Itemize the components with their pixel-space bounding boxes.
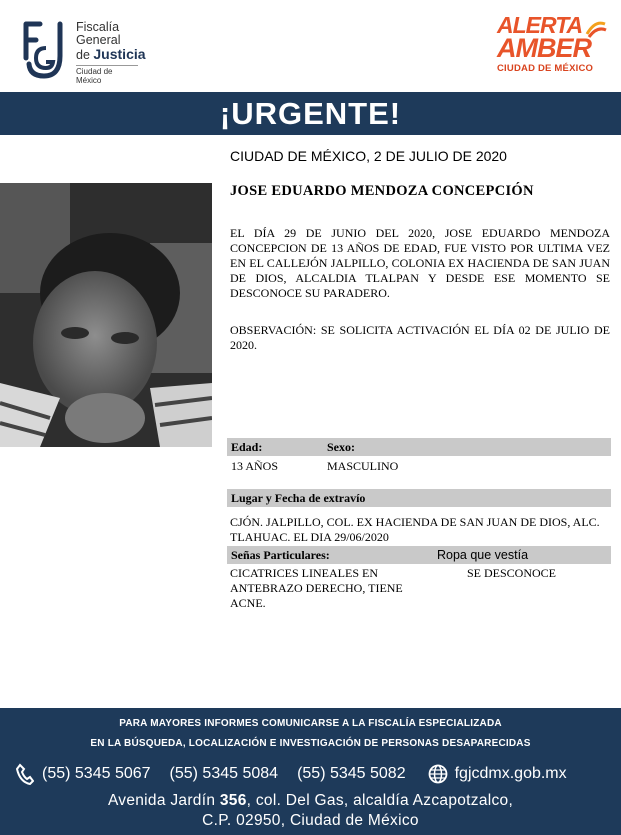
sex-value: MASCULINO <box>327 459 399 473</box>
urgent-banner-text: ¡URGENTE! <box>219 95 402 131</box>
website-link[interactable]: fgjcdmx.gob.mx <box>454 765 567 782</box>
fgj-line-4: Ciudad de México <box>76 65 138 85</box>
footer <box>0 708 621 835</box>
fgj-line-2: General <box>76 33 121 48</box>
amber-line-2: AMBER <box>497 33 591 63</box>
alerta-amber-logo <box>497 14 609 86</box>
clothes-label: Ropa que vestía <box>437 548 529 562</box>
place-header <box>227 489 611 507</box>
urgent-banner <box>0 92 621 135</box>
age-sex-header <box>227 438 611 456</box>
sex-label: Sexo: <box>327 440 355 454</box>
clothes-value: SE DESCONOCE <box>467 566 557 580</box>
phone-number-1[interactable]: (55) 5345 5067 <box>42 765 151 782</box>
fgj-line-1: Fiscalía <box>76 20 120 34</box>
fgj-logo-text <box>76 21 146 85</box>
phone-number-3[interactable]: (55) 5345 5082 <box>297 765 406 782</box>
address-line-1: Avenida Jardín 356, col. Del Gas, alcaldía Azcapotzalco, <box>107 792 514 809</box>
footer-info-line-1: PARA MAYORES INFORMES COMUNICARSE A LA FISCALÍA ESPECIALIZADA <box>119 718 502 729</box>
description-paragraph: EL DÍA 29 DE JUNIO DEL 2020, JOSE EDUARDO MENDOZA CONCEPCION DE 13 AÑOS DE EDAD, FUE VISTO POR ULTIMA VEZ EN EL CALLEJÓN JALPILLO, COLONIA EX HACIENDA DE SAN JUAN DE DIOS, ALCALDIA TLALPAN Y DESDE ESE MOMENTO SE DESCONOCE SU PARADERO. <box>230 226 610 300</box>
observation-paragraph: OBSERVACIÓN: SE SOLICITA ACTIVACIÓN EL DÍA 02 DE JULIO DE 2020. <box>230 323 610 352</box>
place-label: Lugar y Fecha de extravío <box>231 491 366 505</box>
age-label: Edad: <box>231 440 263 454</box>
fgj-logo-icon <box>20 18 70 82</box>
age-value: 13 AÑOS <box>231 459 279 473</box>
amber-line-1: ALERTA <box>497 12 583 38</box>
globe-icon <box>428 764 448 784</box>
phone-number-2[interactable]: (55) 5345 5084 <box>169 765 279 782</box>
footer-info-line-2: EN LA BÚSQUEDA, LOCALIZACIÓN E INVESTIGACIÓN DE PERSONAS DESAPARECIDAS <box>90 738 531 749</box>
phone-icon <box>16 763 34 785</box>
contact-row <box>16 763 567 785</box>
fgj-line-3: de Justicia <box>76 46 146 63</box>
marks-value: CICATRICES LINEALES EN ANTEBRAZO DERECHO, TIENE ACNE. <box>230 566 403 610</box>
address-line-2: C.P. 02950, Ciudad de México <box>202 812 419 829</box>
place-value: CJÓN. JALPILLO, COL. EX HACIENDA DE SAN JUAN DE DIOS, ALC. TLAHUAC. EL DIA 29/06/2020 <box>230 515 600 544</box>
marks-label: Señas Particulares: <box>231 548 330 562</box>
amber-sun-icon <box>585 16 607 38</box>
amber-line-3: CIUDAD DE MÉXICO <box>497 63 594 74</box>
person-name: JOSE EDUARDO MENDOZA CONCEPCIÓN <box>230 183 534 199</box>
marks-clothes-header <box>227 546 611 564</box>
person-photo <box>0 183 212 447</box>
alert-date: CIUDAD DE MÉXICO, 2 DE JULIO DE 2020 <box>230 148 507 164</box>
